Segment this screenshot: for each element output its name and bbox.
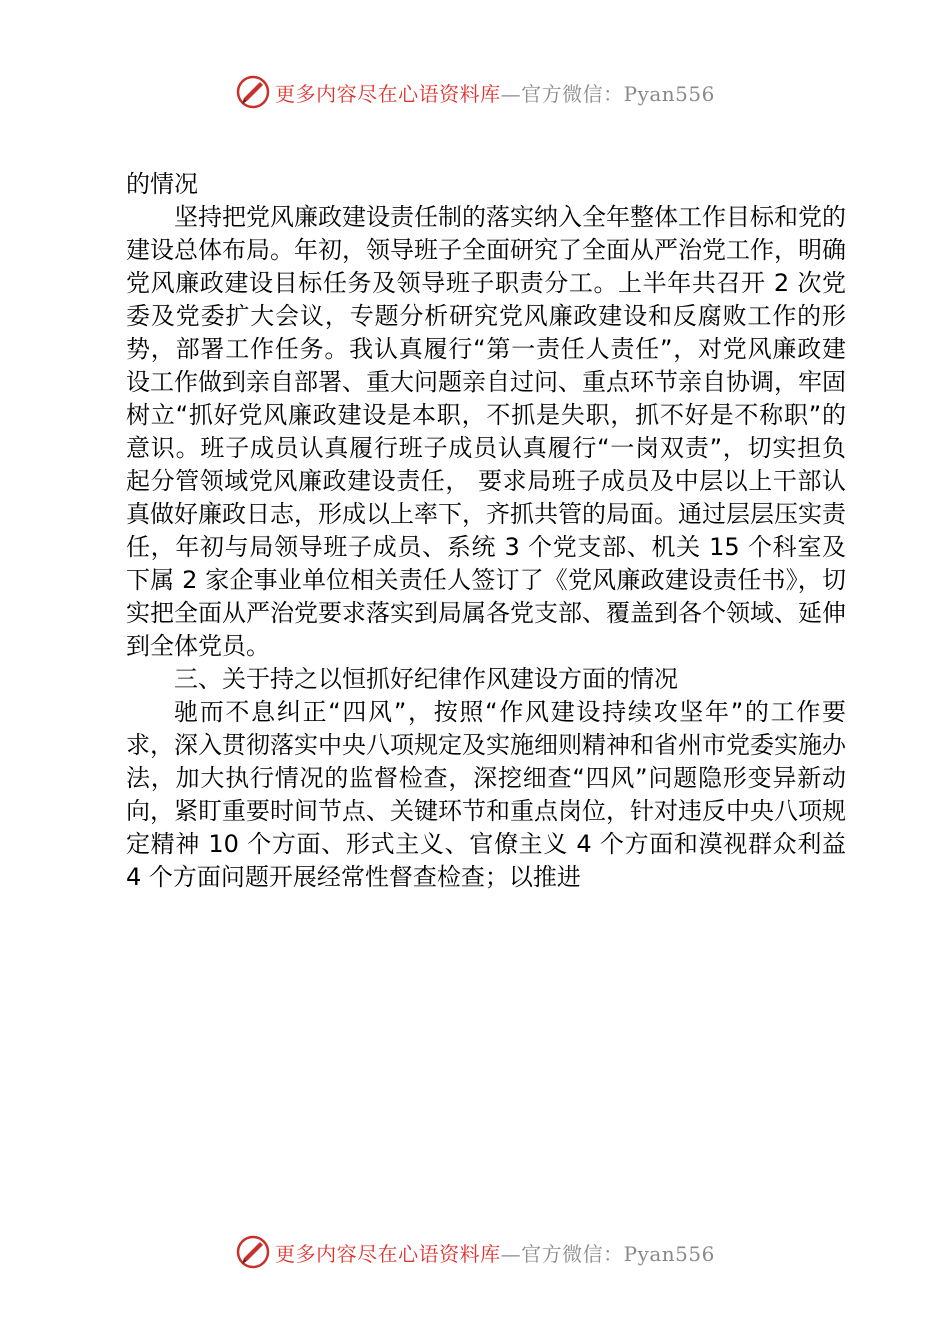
pen-logo-icon [235,1234,271,1270]
paragraph-continuation: 的情况 [126,170,198,198]
watermark-red-text: 更多内容尽在心语资料库 [275,81,501,106]
paragraph-four-styles: 驰而不息纠正“四风”，按照“作风建设持续攻坚年”的工作要求，深入贯彻落实中央八项规定及实施细则精神和省州市党委实施办法，加大执行情况的监督检查，深挖细查“四风”问题隐形变异新动向，紧盯重要时间节点、关键环节和重点岗位，针对违反中央八项规定精神 10 个方面、形式主义、官僚主义 4 个方面和漠视群众利益 4 个方面问题开展经常性督查检查；以推进 [126,698,846,891]
watermark-gray-text: —官方微信：Pyan556 [500,81,715,106]
header-watermark [0,72,950,112]
footer-watermark [0,1232,950,1272]
section-heading-3: 三、关于持之以恒抓好纪律作风建设方面的情况 [174,665,678,693]
paragraph-responsibility: 坚持把党风廉政建设责任制的落实纳入全年整体工作目标和党的建设总体布局。年初，领导班子全面研究了全面从严治党工作，明确党风廉政建设目标任务及领导班子职责分工。上半年共召开 2 次党委及党委扩大会议，专题分析研究党风廉政建设和反腐败工作的形势，部署工作任务。我认真履行“第一责任人责任”，对党风廉政建设工作做到亲自部署、重大问题亲自过问、重点环节亲自协调，牢固树立“抓好党风廉政建设是本职，不抓是失职，抓不好是不称职”的意识。班子成员认真履行班子成员认真履行“一岗双责”，切实担负起分管领域党风廉政建设责任， 要求局班子成员及中层以上干部认真做好廉政日志，形成以上率下，齐抓共管的局面。通过层层压实责任，年初与局领导班子成员、系统 3 个党支部、机关 15 个科室及下属 2 家企事业单位相关责任人签订了《党风廉政建设责任书》，切实把全面从严治党要求落实到局属各党支部、覆盖到各个领域、延伸到全体党员。 [126,203,846,660]
watermark-gray-text: —官方微信：Pyan556 [500,1241,715,1266]
document-body [126,168,846,894]
pen-logo-icon [235,74,271,110]
watermark-red-text: 更多内容尽在心语资料库 [275,1241,501,1266]
